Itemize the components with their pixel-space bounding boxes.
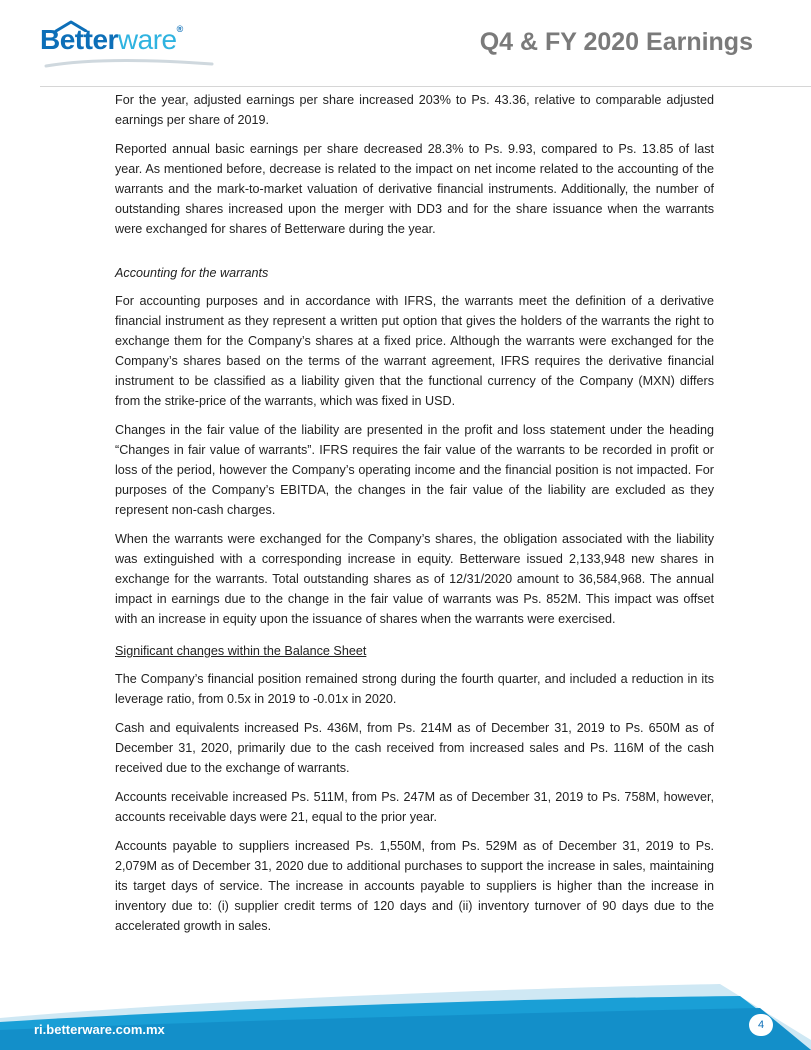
section-heading-warrants: Accounting for the warrants [115,266,269,280]
paragraph-fair-value-changes: Changes in the fair value of the liability are presented in the profit and loss statement under the heading “Changes in fair value of warrants”. IFRS requires the fair value of the warrants to be recorded in profit or loss of the period, however the Company’s operating income and the financial position is not impacted. For purposes of the Company’s EBITDA, the changes in the fair value of the liability are excluded as they represent non-cash charges. [115,423,714,517]
header-divider [40,86,811,87]
paragraph-payables: Accounts payable to suppliers increased Ps. 1,550M, from Ps. 529M as of December 31, 2019 to Ps. 2,079M as of December 31, 2020 due to additional purchases to support the increase in sales, maintaining its target days of service. The increase in accounts payable to suppliers is higher than the increase in inventory due to: (i) supplier credit terms of 120 days and (ii) inventory turnover of 90 days due to the accelerated growth in sales. [115,839,714,933]
section-heading-balance-sheet: Significant changes within the Balance Sheet [115,644,367,658]
logo-registered-mark: ® [176,24,183,34]
page-number: 4 [749,1014,773,1036]
logo-text-bold: Better [40,24,118,55]
footer-wave-graphic [0,978,811,1050]
betterware-logo [40,20,220,68]
logo-text-light: ware [117,24,177,55]
logo-swoosh-icon [44,58,214,68]
paragraph-warrants-accounting: For accounting purposes and in accordance with IFRS, the warrants meet the definition of a derivative financial instrument as they represent a written put option that gives the holders of the warrants the right to exchange them for the Company’s shares at a fixed price. Although the warrants were exchanged for the Company’s shares based on the terms of the warrant agreement, IFRS requires the derivative financial instrument to be classified as a liability given that the functional currency of the Company (MXN) differs from the strike-price of the warrants, which was fixed in USD. [115,294,714,408]
logo-wordmark [40,24,183,56]
paragraph-adjusted-eps: For the year, adjusted earnings per share increased 203% to Ps. 43.36, relative to comparable adjusted earnings per share of 2019. [115,93,714,127]
footer-website-link[interactable]: ri.betterware.com.mx [34,1022,165,1037]
paragraph-cash: Cash and equivalents increased Ps. 436M, from Ps. 214M as of December 31, 2019 to Ps. 650M as of December 31, 2020, primarily due to the cash received from increased sales and Ps. 116M of the cash received due to the exchange of warrants. [115,721,714,775]
paragraph-receivables: Accounts receivable increased Ps. 511M, from Ps. 247M as of December 31, 2019 to Ps. 758M, however, accounts receivable days were 21, equal to the prior year. [115,790,714,824]
paragraph-basic-eps: Reported annual basic earnings per share decreased 28.3% to Ps. 9.93, compared to Ps. 13.85 of last year. As mentioned before, decrease is related to the impact on net income related to the accounting of the warrants and the mark-to-market valuation of derivative financial instruments. Additionally, the number of outstanding shares increased upon the merger with DD3 and for the share issuance when the warrants were exchanged for shares of Betterware during the year. [115,142,714,236]
paragraph-financial-position: The Company’s financial position remained strong during the fourth quarter, and included a reduction in its leverage ratio, from 0.5x in 2019 to -0.01x in 2020. [115,672,714,706]
page-title: Q4 & FY 2020 Earnings [479,28,753,56]
document-body [115,90,714,945]
paragraph-warrants-exchange: When the warrants were exchanged for the Company’s shares, the obligation associated with the liability was extinguished with a corresponding increase in equity. Betterware issued 2,133,948 new shares in exchange for the warrants. Total outstanding shares as of 12/31/2020 amount to 36,584,968. The annual impact in earnings due to the change in the fair value of warrants was Ps. 852M. This impact was offset with an increase in equity upon the issuance of shares when the warrants were exercised. [115,532,714,626]
